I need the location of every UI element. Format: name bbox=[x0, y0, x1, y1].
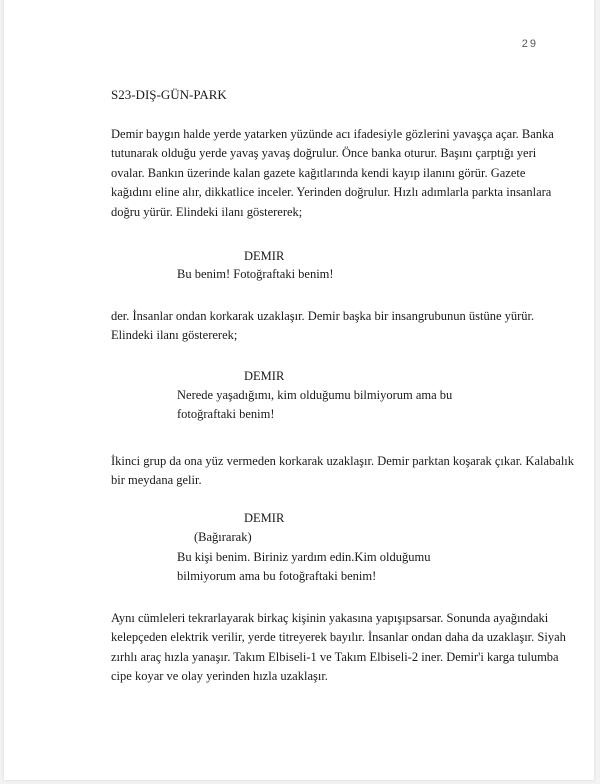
dialogue-line: Bu benim! Fotoğraftaki benim! bbox=[177, 267, 334, 281]
action-paragraph-1 bbox=[111, 125, 554, 222]
action-paragraph-3 bbox=[111, 452, 575, 491]
action-line: kelepçeden elektrik verilir, yerde titreyerek bayılır. İnsanlar ondan daha da uzaklaşır. Siyah bbox=[111, 630, 566, 645]
parenthetical: (Bağırarak) bbox=[194, 530, 252, 544]
action-line: Aynı cümleleri tekrarlayarak birkaç kişinin yakasına yapışıpsarsar. Sonunda ayağındaki bbox=[111, 611, 549, 625]
action-line: zırhlı araç hızla yanaşır. Takım Elbiseli-1 ve Takım Elbiseli-2 iner. Demir'i karga tulumba bbox=[111, 649, 559, 664]
script-page bbox=[4, 0, 594, 780]
dialogue-line: bilmiyorum ama bu fotoğraftaki benim! bbox=[177, 569, 377, 584]
page-number: 29 bbox=[521, 38, 538, 50]
action-line: Elindeki ilanı göstererek; bbox=[111, 328, 238, 343]
action-line: cipe koyar ve olay yerinden hızla uzaklaşır. bbox=[111, 669, 328, 684]
character-name: DEMIR bbox=[244, 249, 285, 263]
action-line: doğru yürür. Elindeki ilanı göstererek; bbox=[111, 204, 303, 219]
action-paragraph-4 bbox=[111, 609, 566, 687]
action-line: ovalar. Bankın üzerinde kalan gazete kağıtlarında kendi kayıp ilanını görür. Gazete bbox=[111, 165, 526, 180]
action-line: İkinci grup da ona yüz vermeden korkarak uzaklaşır. Demir parktan koşarak çıkar. Kalabalık bbox=[111, 454, 575, 468]
action-line: bir meydana gelir. bbox=[111, 473, 202, 488]
dialogue-block-3 bbox=[177, 548, 477, 587]
character-name: DEMIR bbox=[244, 511, 285, 525]
action-line: tutunarak olduğu yerde yavaş yavaş doğrulur. Önce banka oturur. Başını çarptığı yeri bbox=[111, 146, 537, 161]
dialogue-line: fotoğraftaki benim! bbox=[177, 407, 275, 422]
dialogue-block-2 bbox=[177, 386, 477, 425]
dialogue-block-1 bbox=[177, 265, 477, 284]
action-line: Demir baygın halde yerde yatarken yüzünde acı ifadesiyle gözlerini yavaşça açar. Banka bbox=[111, 127, 554, 141]
character-name: DEMIR bbox=[244, 369, 285, 383]
action-paragraph-2 bbox=[111, 307, 536, 346]
dialogue-line: Nerede yaşadığımı, kim olduğumu bilmiyorum ama bu bbox=[177, 388, 453, 402]
scene-heading: S23-DIŞ-GÜN-PARK bbox=[111, 87, 227, 102]
action-line: der. İnsanlar ondan korkarak uzaklaşır. Demir başka bir insangrubunun üstüne yürür. bbox=[111, 309, 535, 323]
dialogue-line: Bu kişi benim. Biriniz yardım edin.Kim olduğumu bbox=[177, 550, 431, 564]
action-line: kağıdını eline alır, dikkatlice inceler. Yerinden doğrulur. Hızlı adımlarla parkta insanlara bbox=[111, 185, 552, 200]
